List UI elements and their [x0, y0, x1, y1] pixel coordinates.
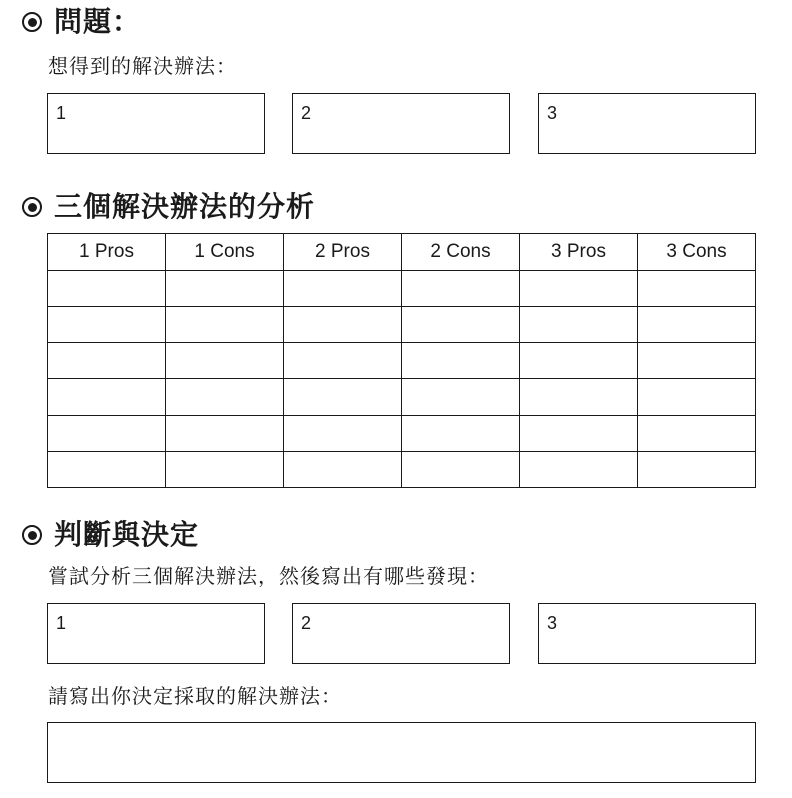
- table-cell[interactable]: [638, 271, 756, 307]
- table-cell[interactable]: [166, 307, 284, 343]
- table-cell[interactable]: [402, 415, 520, 451]
- analysis-table: [47, 233, 756, 488]
- problem-heading: [22, 5, 142, 38]
- bullet-icon: [22, 525, 42, 545]
- table-cell[interactable]: [48, 379, 166, 415]
- table-row: [48, 379, 756, 415]
- table-cell[interactable]: [402, 343, 520, 379]
- table-cell[interactable]: [638, 451, 756, 487]
- solution-box-1[interactable]: [47, 93, 265, 154]
- table-cell[interactable]: [402, 451, 520, 487]
- table-cell[interactable]: [402, 379, 520, 415]
- table-cell[interactable]: [284, 271, 402, 307]
- table-cell[interactable]: [638, 343, 756, 379]
- table-cell[interactable]: [284, 379, 402, 415]
- table-row: [48, 415, 756, 451]
- table-cell[interactable]: [166, 451, 284, 487]
- table-cell[interactable]: [402, 271, 520, 307]
- analysis-heading: [22, 190, 316, 223]
- column-header: 1 Cons: [166, 234, 284, 271]
- solution-box-2-label: 2: [301, 103, 312, 123]
- finding-box-2-label: 2: [301, 613, 312, 633]
- decision-subtext: 嘗試分析三個解決辦法，然後寫出有哪些發現：: [48, 564, 489, 588]
- table-cell[interactable]: [284, 343, 402, 379]
- solution-box-1-label: 1: [56, 103, 67, 123]
- table-cell[interactable]: [48, 451, 166, 487]
- final-choice-box[interactable]: [47, 722, 756, 783]
- final-choice-prompt: 請寫出你決定採取的解決辦法：: [48, 684, 342, 708]
- table-cell[interactable]: [48, 343, 166, 379]
- table-cell[interactable]: [284, 451, 402, 487]
- table-cell[interactable]: [284, 307, 402, 343]
- table-cell[interactable]: [48, 307, 166, 343]
- column-header: 3 Pros: [520, 234, 638, 271]
- table-header-row: [48, 234, 756, 271]
- table-cell[interactable]: [48, 415, 166, 451]
- table-cell[interactable]: [520, 379, 638, 415]
- table-cell[interactable]: [520, 307, 638, 343]
- column-header: 1 Pros: [48, 234, 166, 271]
- table-cell[interactable]: [166, 379, 284, 415]
- bullet-icon: [22, 12, 42, 32]
- table-cell[interactable]: [284, 415, 402, 451]
- column-header: 2 Pros: [284, 234, 402, 271]
- table-cell[interactable]: [166, 271, 284, 307]
- finding-box-1-label: 1: [56, 613, 67, 633]
- table-cell[interactable]: [638, 307, 756, 343]
- problem-subtext: 想得到的解決辦法：: [48, 54, 237, 78]
- solution-box-2[interactable]: [292, 93, 510, 154]
- table-row: [48, 307, 756, 343]
- problem-heading-text: 問題：: [54, 5, 142, 38]
- table-cell[interactable]: [638, 415, 756, 451]
- finding-box-1[interactable]: [47, 603, 265, 664]
- table-cell[interactable]: [520, 415, 638, 451]
- table-cell[interactable]: [402, 307, 520, 343]
- decision-heading: [22, 518, 200, 551]
- column-header: 3 Cons: [638, 234, 756, 271]
- table-row: [48, 271, 756, 307]
- decision-heading-text: 判斷與決定: [54, 518, 200, 551]
- table-cell[interactable]: [166, 343, 284, 379]
- finding-box-2[interactable]: [292, 603, 510, 664]
- table-row: [48, 451, 756, 487]
- table-cell[interactable]: [638, 379, 756, 415]
- finding-box-3-label: 3: [547, 613, 558, 633]
- table-cell[interactable]: [520, 271, 638, 307]
- table-cell[interactable]: [166, 415, 284, 451]
- solution-box-3[interactable]: [538, 93, 756, 154]
- bullet-icon: [22, 197, 42, 217]
- analysis-heading-text: 三個解決辦法的分析: [54, 190, 316, 223]
- table-cell[interactable]: [48, 271, 166, 307]
- table-cell[interactable]: [520, 343, 638, 379]
- column-header: 2 Cons: [402, 234, 520, 271]
- finding-box-3[interactable]: [538, 603, 756, 664]
- table-row: [48, 343, 756, 379]
- table-cell[interactable]: [520, 451, 638, 487]
- solution-box-3-label: 3: [547, 103, 558, 123]
